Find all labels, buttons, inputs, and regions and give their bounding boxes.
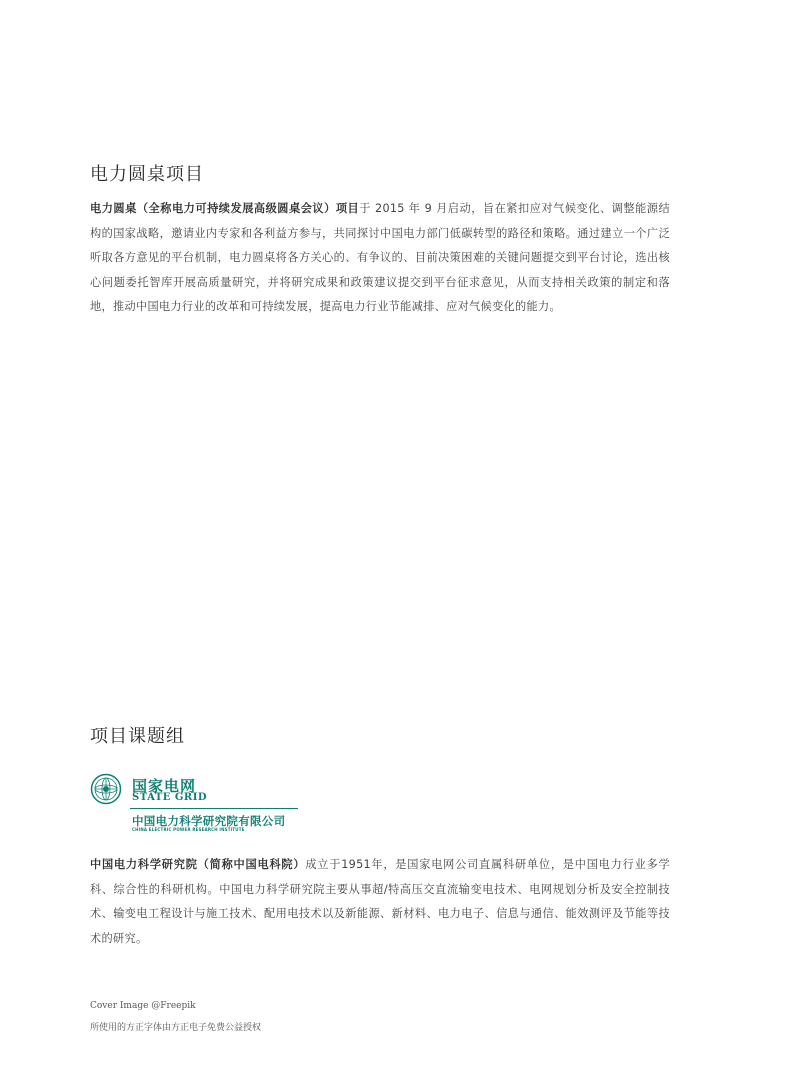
- cover-image-credit: Cover Image @Freepik: [90, 1001, 196, 1011]
- institute-lead: 中国电力科学研究院（简称中国电科院）: [90, 858, 306, 871]
- roundtable-lead: 电力圆桌（全称电力可持续发展高级圆桌会议）项目: [90, 202, 360, 215]
- state-grid-emblem-icon: [90, 773, 122, 805]
- institute-name-en: CHINA ELECTRIC POWER RESEARCH INSTITUTE: [132, 827, 245, 832]
- state-grid-name-en: STATE GRID: [132, 792, 208, 803]
- roundtable-body: 于 2015 年 9 月启动，旨在紧扣应对气候变化、调整能源结构的国家战略，邀请业内专家和各利益方参与，共同探讨中国电力部门低碳转型的路径和策略。通过建立一个广泛听取各方意见的平台机制，电力圆桌将各方关心的、有争议的、目前决策困难的关键问题提交到平台讨论，选出核心问题委托智库开展高质量研究，并将研究成果和政策建议提交到平台征求意见，从而支持相关政策的制定和落地，推动中国电力行业的改革和可持续发展，提高电力行业节能减排、应对气候变化的能力。: [90, 202, 670, 313]
- institute-name-cn: 中国电力科学研究院有限公司: [132, 814, 286, 828]
- roundtable-title: 电力圆桌项目: [90, 164, 204, 185]
- state-grid-logo: [90, 773, 302, 835]
- logo-divider: [130, 808, 298, 809]
- state-grid-name-cn: 国家电网: [132, 777, 197, 795]
- project-team-title: 项目课题组: [90, 726, 185, 747]
- institute-paragraph: [90, 853, 670, 951]
- roundtable-paragraph: [90, 197, 670, 320]
- font-license-credit: 所使用的方正字体由方正电子免费公益授权: [90, 1023, 262, 1033]
- institute-body: 成立于1951年，是国家电网公司直属科研单位，是中国电力行业多学科、综合性的科研机构。中国电力科学研究院主要从事超/特高压交直流输变电技术、电网规划分析及安全控制技术、输变电工程设计与施工技术、配用电技术以及新能源、新材料、电力电子、信息与通信、能效测评及节能等技术的研究。: [90, 858, 670, 945]
